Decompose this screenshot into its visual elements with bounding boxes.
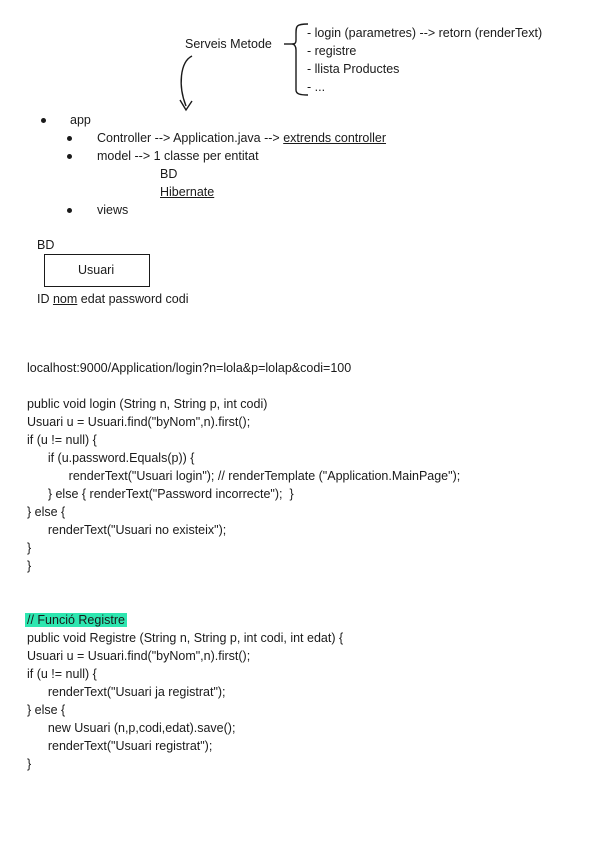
bd-label: BD — [37, 238, 55, 252]
code-line: } — [27, 559, 32, 573]
entity-name: Usuari — [78, 263, 115, 277]
bullet-icon — [67, 208, 72, 213]
method-item: - login (parametres) --> retorn (renderText) — [307, 26, 543, 40]
code-line: Usuari u = Usuari.find("byNom",n).first(); — [27, 649, 251, 663]
code-line: Usuari u = Usuari.find("byNom",n).first(); — [27, 415, 251, 429]
bullet-icon — [41, 118, 46, 123]
code-line: } — [27, 757, 32, 771]
outline-app: app — [70, 113, 91, 127]
code-line: new Usuari (n,p,codi,edat).save(); — [27, 721, 236, 735]
code-line: if (u != null) { — [27, 667, 97, 681]
method-item: - llista Productes — [307, 62, 400, 76]
code-line: renderText("Usuari login"); // renderTemplate ("Application.MainPage"); — [27, 469, 461, 483]
code-line: } else { — [27, 505, 66, 519]
code-line: renderText("Usuari no existeix"); — [27, 523, 227, 537]
method-item: - ... — [307, 80, 326, 94]
method-item: - registre — [307, 44, 357, 58]
code-line: renderText("Usuari registrat"); — [27, 739, 213, 753]
code-line: if (u.password.Equals(p)) { — [27, 451, 195, 465]
outline-controller: Controller --> Application.java --> extrends controller — [97, 131, 387, 145]
code-line: localhost:9000/Application/login?n=lola&p=lolap&codi=100 — [27, 361, 352, 375]
entity-fields: ID nom edat password codi — [37, 292, 189, 306]
sketch-strokes — [0, 0, 600, 120]
bullet-icon — [67, 136, 72, 141]
code-line: } else { — [27, 703, 66, 717]
code-line: if (u != null) { — [27, 433, 97, 447]
arrow-curve — [181, 56, 192, 106]
code-comment: // Funció Registre — [27, 613, 125, 627]
outline-model: model --> 1 classe per entitat — [97, 149, 259, 163]
outline-views: views — [97, 203, 129, 217]
outline-hibernate: Hibernate — [160, 185, 215, 199]
code-line: renderText("Usuari ja registrat"); — [27, 685, 226, 699]
serveis-label: Serveis Metode — [185, 37, 272, 51]
curly-bracket — [292, 24, 308, 95]
code-line: } — [27, 541, 32, 555]
outline-bd: BD — [160, 167, 178, 181]
code-line: public void Registre (String n, String p, int codi, int edat) { — [27, 631, 344, 645]
code-line: public void login (String n, String p, int codi) — [27, 397, 268, 411]
bullet-icon — [67, 154, 72, 159]
code-line: } else { renderText("Password incorrecte"); } — [27, 487, 294, 501]
